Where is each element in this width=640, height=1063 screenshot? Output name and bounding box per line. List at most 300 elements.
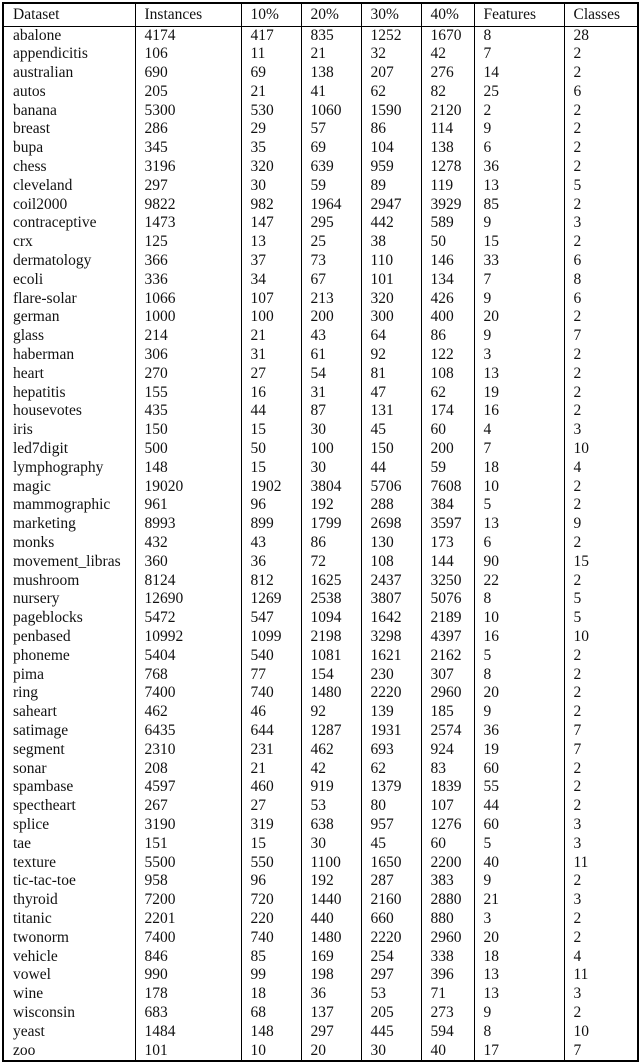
p40-cell: 400	[421, 308, 474, 327]
p30-cell: 44	[361, 459, 421, 478]
table-row	[3, 308, 638, 327]
dataset-name-cell: ecoli	[13, 270, 44, 288]
table-row	[3, 1023, 638, 1042]
p10-cell: 550	[241, 854, 301, 873]
features-cell: 44	[474, 797, 564, 816]
p40-cell: 880	[421, 910, 474, 929]
features-cell: 17	[474, 1042, 564, 1062]
p20-cell: 31	[301, 384, 361, 403]
classes-cell: 2	[564, 384, 638, 403]
instances-cell: 500	[135, 440, 241, 459]
p40-cell: 307	[421, 666, 474, 685]
p30-cell: 1379	[361, 778, 421, 797]
p20-cell: 30	[301, 835, 361, 854]
p10-cell: 1902	[241, 478, 301, 497]
p40-cell: 144	[421, 553, 474, 572]
p30-cell: 130	[361, 534, 421, 553]
p10-cell: 36	[241, 553, 301, 572]
dataset-name-cell: nursery	[13, 590, 60, 608]
column-header-p40: 40%	[421, 3, 474, 26]
features-cell: 3	[474, 910, 564, 929]
instances-cell: 2310	[135, 741, 241, 760]
p30-cell: 442	[361, 214, 421, 233]
p20-cell: 638	[301, 816, 361, 835]
table-row	[3, 365, 638, 384]
table-row	[3, 271, 638, 290]
features-cell: 3	[474, 346, 564, 365]
instances-cell: 5300	[135, 102, 241, 121]
p20-cell: 835	[301, 26, 361, 45]
features-cell: 20	[474, 308, 564, 327]
p10-cell: 720	[241, 891, 301, 910]
instances-cell: 690	[135, 64, 241, 83]
p40-cell: 185	[421, 703, 474, 722]
p20-cell: 2538	[301, 590, 361, 609]
features-cell: 9	[474, 214, 564, 233]
dataset-name-cell: iris	[13, 421, 33, 439]
dataset-name-cell: contraceptive	[13, 214, 97, 232]
dataset-name-cell: chess	[13, 158, 47, 176]
classes-cell: 2	[564, 196, 638, 215]
p30-cell: 660	[361, 910, 421, 929]
table-row	[3, 158, 638, 177]
p40-cell: 924	[421, 741, 474, 760]
p10-cell: 417	[241, 26, 301, 45]
p40-cell: 384	[421, 496, 474, 515]
features-cell: 9	[474, 290, 564, 309]
dataset-name-cell: vowel	[13, 966, 51, 984]
column-header-p10: 10%	[241, 3, 301, 26]
p10-cell: 15	[241, 421, 301, 440]
p10-cell: 69	[241, 64, 301, 83]
p40-cell: 86	[421, 327, 474, 346]
features-cell: 8	[474, 26, 564, 45]
p40-cell: 2960	[421, 684, 474, 703]
features-cell: 16	[474, 628, 564, 647]
p30-cell: 86	[361, 120, 421, 139]
p40-cell: 273	[421, 1004, 474, 1023]
classes-cell: 2	[564, 158, 638, 177]
classes-cell: 5	[564, 590, 638, 609]
p20-cell: 25	[301, 233, 361, 252]
features-cell: 13	[474, 365, 564, 384]
table-row	[3, 966, 638, 985]
dataset-name-cell: breast	[13, 120, 51, 138]
dataset-name-cell: dermatology	[13, 252, 92, 270]
dataset-name-cell: pima	[13, 665, 44, 683]
classes-cell: 2	[564, 64, 638, 83]
instances-cell: 1000	[135, 308, 241, 327]
instances-cell: 990	[135, 966, 241, 985]
dataset-name-cell: autos	[13, 82, 46, 100]
table-row	[3, 854, 638, 873]
p30-cell: 32	[361, 45, 421, 64]
p30-cell: 2947	[361, 196, 421, 215]
features-cell: 60	[474, 760, 564, 779]
p20-cell: 72	[301, 553, 361, 572]
dataset-name-cell: vehicle	[13, 947, 58, 965]
classes-cell: 2	[564, 760, 638, 779]
features-cell: 22	[474, 572, 564, 591]
instances-cell: 366	[135, 252, 241, 271]
dataset-name-cell: appendicitis	[13, 45, 88, 63]
p40-cell: 1278	[421, 158, 474, 177]
p20-cell: 92	[301, 703, 361, 722]
p40-cell: 2189	[421, 609, 474, 628]
p20-cell: 213	[301, 290, 361, 309]
classes-cell: 7	[564, 1042, 638, 1062]
p40-cell: 173	[421, 534, 474, 553]
table-header-row	[3, 3, 638, 26]
p10-cell: 644	[241, 722, 301, 741]
classes-cell: 10	[564, 440, 638, 459]
features-cell: 5	[474, 496, 564, 515]
instances-cell: 306	[135, 346, 241, 365]
dataset-name-cell: abalone	[13, 26, 62, 44]
classes-cell: 2	[564, 496, 638, 515]
instances-cell: 286	[135, 120, 241, 139]
dataset-name-cell: sonar	[13, 759, 47, 777]
p20-cell: 73	[301, 252, 361, 271]
p30-cell: 150	[361, 440, 421, 459]
instances-cell: 125	[135, 233, 241, 252]
table-row	[3, 26, 638, 45]
p40-cell: 7608	[421, 478, 474, 497]
classes-cell: 6	[564, 252, 638, 271]
classes-cell: 3	[564, 421, 638, 440]
features-cell: 8	[474, 1023, 564, 1042]
p20-cell: 53	[301, 797, 361, 816]
instances-cell: 10992	[135, 628, 241, 647]
dataset-name-cell: coil2000	[13, 195, 68, 213]
p30-cell: 1650	[361, 854, 421, 873]
p40-cell: 396	[421, 966, 474, 985]
classes-cell: 8	[564, 271, 638, 290]
table-row	[3, 120, 638, 139]
features-cell: 13	[474, 515, 564, 534]
p30-cell: 131	[361, 402, 421, 421]
features-cell: 14	[474, 64, 564, 83]
p40-cell: 5076	[421, 590, 474, 609]
table-row	[3, 910, 638, 929]
table-row	[3, 929, 638, 948]
p40-cell: 3250	[421, 572, 474, 591]
p10-cell: 29	[241, 120, 301, 139]
features-cell: 16	[474, 402, 564, 421]
table-body	[3, 26, 638, 1061]
p20-cell: 100	[301, 440, 361, 459]
dataset-name-cell: crx	[13, 233, 33, 251]
p30-cell: 92	[361, 346, 421, 365]
p40-cell: 71	[421, 985, 474, 1004]
p30-cell: 139	[361, 703, 421, 722]
features-cell: 18	[474, 459, 564, 478]
classes-cell: 2	[564, 308, 638, 327]
instances-cell: 178	[135, 985, 241, 1004]
p40-cell: 276	[421, 64, 474, 83]
table-row	[3, 553, 638, 572]
classes-cell: 2	[564, 45, 638, 64]
features-cell: 15	[474, 233, 564, 252]
dataset-name-cell: spectheart	[13, 797, 76, 815]
dataset-name-cell: phoneme	[13, 646, 70, 664]
p20-cell: 1480	[301, 929, 361, 948]
p20-cell: 1964	[301, 196, 361, 215]
p30-cell: 959	[361, 158, 421, 177]
instances-cell: 360	[135, 553, 241, 572]
classes-cell: 2	[564, 402, 638, 421]
instances-cell: 5472	[135, 609, 241, 628]
p30-cell: 3298	[361, 628, 421, 647]
instances-cell: 958	[135, 872, 241, 891]
p10-cell: 50	[241, 440, 301, 459]
p10-cell: 68	[241, 1004, 301, 1023]
column-header-p30: 30%	[361, 3, 421, 26]
p30-cell: 2698	[361, 515, 421, 534]
instances-cell: 214	[135, 327, 241, 346]
dataset-name-cell: hepatitis	[13, 383, 66, 401]
features-cell: 40	[474, 854, 564, 873]
classes-cell: 28	[564, 26, 638, 45]
classes-cell: 7	[564, 327, 638, 346]
instances-cell: 6435	[135, 722, 241, 741]
p40-cell: 50	[421, 233, 474, 252]
table-row	[3, 872, 638, 891]
p30-cell: 957	[361, 816, 421, 835]
instances-cell: 5500	[135, 854, 241, 873]
p40-cell: 1276	[421, 816, 474, 835]
dataset-name-cell: zoo	[13, 1041, 36, 1059]
p20-cell: 67	[301, 271, 361, 290]
features-cell: 33	[474, 252, 564, 271]
p20-cell: 1287	[301, 722, 361, 741]
p10-cell: 99	[241, 966, 301, 985]
p40-cell: 119	[421, 177, 474, 196]
p30-cell: 1642	[361, 609, 421, 628]
p20-cell: 138	[301, 64, 361, 83]
dataset-name-cell: segment	[13, 740, 65, 758]
p10-cell: 148	[241, 1023, 301, 1042]
p30-cell: 1621	[361, 647, 421, 666]
p10-cell: 10	[241, 1042, 301, 1062]
p20-cell: 59	[301, 177, 361, 196]
features-cell: 19	[474, 384, 564, 403]
dataset-name-cell: haberman	[13, 346, 75, 364]
instances-cell: 19020	[135, 478, 241, 497]
dataset-name-cell: texture	[13, 853, 57, 871]
table-row	[3, 609, 638, 628]
features-cell: 90	[474, 553, 564, 572]
instances-cell: 297	[135, 177, 241, 196]
classes-cell: 5	[564, 177, 638, 196]
dataset-name-cell: spambase	[13, 778, 74, 796]
p10-cell: 740	[241, 929, 301, 948]
table-row	[3, 346, 638, 365]
p10-cell: 107	[241, 290, 301, 309]
p40-cell: 1839	[421, 778, 474, 797]
features-cell: 9	[474, 703, 564, 722]
p10-cell: 530	[241, 102, 301, 121]
instances-cell: 150	[135, 421, 241, 440]
p40-cell: 146	[421, 252, 474, 271]
dataset-name-cell: splice	[13, 815, 50, 833]
p30-cell: 207	[361, 64, 421, 83]
p20-cell: 2198	[301, 628, 361, 647]
p30-cell: 45	[361, 835, 421, 854]
p40-cell: 3597	[421, 515, 474, 534]
features-cell: 20	[474, 929, 564, 948]
p40-cell: 338	[421, 948, 474, 967]
instances-cell: 1484	[135, 1023, 241, 1042]
instances-cell: 462	[135, 703, 241, 722]
p30-cell: 89	[361, 177, 421, 196]
p20-cell: 54	[301, 365, 361, 384]
dataset-name-cell: german	[13, 308, 60, 326]
p20-cell: 192	[301, 872, 361, 891]
features-cell: 5	[474, 647, 564, 666]
classes-cell: 2	[564, 797, 638, 816]
table-row	[3, 703, 638, 722]
dataset-name-cell: wisconsin	[13, 1003, 75, 1021]
table-row	[3, 478, 638, 497]
p20-cell: 297	[301, 1023, 361, 1042]
classes-cell: 2	[564, 929, 638, 948]
table-row	[3, 440, 638, 459]
dataset-name-cell: glass	[13, 327, 44, 345]
instances-cell: 106	[135, 45, 241, 64]
table-row	[3, 515, 638, 534]
dataset-name-cell: marketing	[13, 515, 76, 533]
dataset-name-cell: pageblocks	[13, 609, 83, 627]
features-cell: 13	[474, 177, 564, 196]
dataset-name-cell: heart	[13, 364, 44, 382]
p10-cell: 11	[241, 45, 301, 64]
classes-cell: 3	[564, 891, 638, 910]
p20-cell: 1440	[301, 891, 361, 910]
p10-cell: 96	[241, 872, 301, 891]
classes-cell: 2	[564, 910, 638, 929]
instances-cell: 8993	[135, 515, 241, 534]
p30-cell: 53	[361, 985, 421, 1004]
table-row	[3, 196, 638, 215]
dataset-name-cell: satimage	[13, 721, 69, 739]
classes-cell: 3	[564, 816, 638, 835]
p30-cell: 287	[361, 872, 421, 891]
dataset-name-cell: mammographic	[13, 496, 111, 514]
p30-cell: 62	[361, 83, 421, 102]
p30-cell: 47	[361, 384, 421, 403]
table-header	[3, 3, 638, 26]
p30-cell: 445	[361, 1023, 421, 1042]
features-cell: 7	[474, 45, 564, 64]
p30-cell: 288	[361, 496, 421, 515]
instances-cell: 8124	[135, 572, 241, 591]
p10-cell: 34	[241, 271, 301, 290]
classes-cell: 4	[564, 948, 638, 967]
p40-cell: 383	[421, 872, 474, 891]
dataset-name-cell: tae	[13, 834, 32, 852]
p40-cell: 2162	[421, 647, 474, 666]
features-cell: 5	[474, 835, 564, 854]
p30-cell: 108	[361, 553, 421, 572]
features-cell: 8	[474, 590, 564, 609]
p30-cell: 205	[361, 1004, 421, 1023]
instances-cell: 208	[135, 760, 241, 779]
classes-cell: 2	[564, 872, 638, 891]
classes-cell: 2	[564, 778, 638, 797]
instances-cell: 267	[135, 797, 241, 816]
classes-cell: 6	[564, 290, 638, 309]
p30-cell: 64	[361, 327, 421, 346]
p20-cell: 200	[301, 308, 361, 327]
p20-cell: 43	[301, 327, 361, 346]
instances-cell: 155	[135, 384, 241, 403]
p10-cell: 21	[241, 83, 301, 102]
dataset-name-cell: housevotes	[13, 402, 82, 420]
dataset-name-cell: cleveland	[13, 176, 73, 194]
table-row	[3, 891, 638, 910]
classes-cell: 2	[564, 684, 638, 703]
classes-cell: 2	[564, 120, 638, 139]
table-row	[3, 177, 638, 196]
table-row	[3, 722, 638, 741]
features-cell: 9	[474, 120, 564, 139]
table-row	[3, 102, 638, 121]
dataset-name-cell: titanic	[13, 909, 52, 927]
p10-cell: 16	[241, 384, 301, 403]
instances-cell: 151	[135, 835, 241, 854]
classes-cell: 15	[564, 553, 638, 572]
p30-cell: 110	[361, 252, 421, 271]
p30-cell: 230	[361, 666, 421, 685]
classes-cell: 11	[564, 854, 638, 873]
features-cell: 8	[474, 666, 564, 685]
table-row	[3, 1004, 638, 1023]
p40-cell: 59	[421, 459, 474, 478]
classes-cell: 2	[564, 102, 638, 121]
p10-cell: 1099	[241, 628, 301, 647]
p40-cell: 2574	[421, 722, 474, 741]
dataset-name-cell: wine	[13, 985, 44, 1003]
column-header-p20: 20%	[301, 3, 361, 26]
instances-cell: 12690	[135, 590, 241, 609]
features-cell: 4	[474, 421, 564, 440]
p40-cell: 594	[421, 1023, 474, 1042]
p30-cell: 38	[361, 233, 421, 252]
instances-cell: 3190	[135, 816, 241, 835]
p10-cell: 77	[241, 666, 301, 685]
p40-cell: 2200	[421, 854, 474, 873]
p10-cell: 740	[241, 684, 301, 703]
classes-cell: 7	[564, 722, 638, 741]
p20-cell: 30	[301, 459, 361, 478]
table-row	[3, 985, 638, 1004]
features-cell: 9	[474, 327, 564, 346]
p30-cell: 2160	[361, 891, 421, 910]
p40-cell: 4397	[421, 628, 474, 647]
column-header-dataset: Dataset	[13, 5, 60, 23]
table-row	[3, 252, 638, 271]
dataset-name-cell: lymphography	[13, 458, 104, 476]
table-row	[3, 83, 638, 102]
p20-cell: 169	[301, 948, 361, 967]
p40-cell: 174	[421, 402, 474, 421]
p20-cell: 1480	[301, 684, 361, 703]
p10-cell: 44	[241, 402, 301, 421]
instances-cell: 432	[135, 534, 241, 553]
p40-cell: 200	[421, 440, 474, 459]
table-row	[3, 628, 638, 647]
